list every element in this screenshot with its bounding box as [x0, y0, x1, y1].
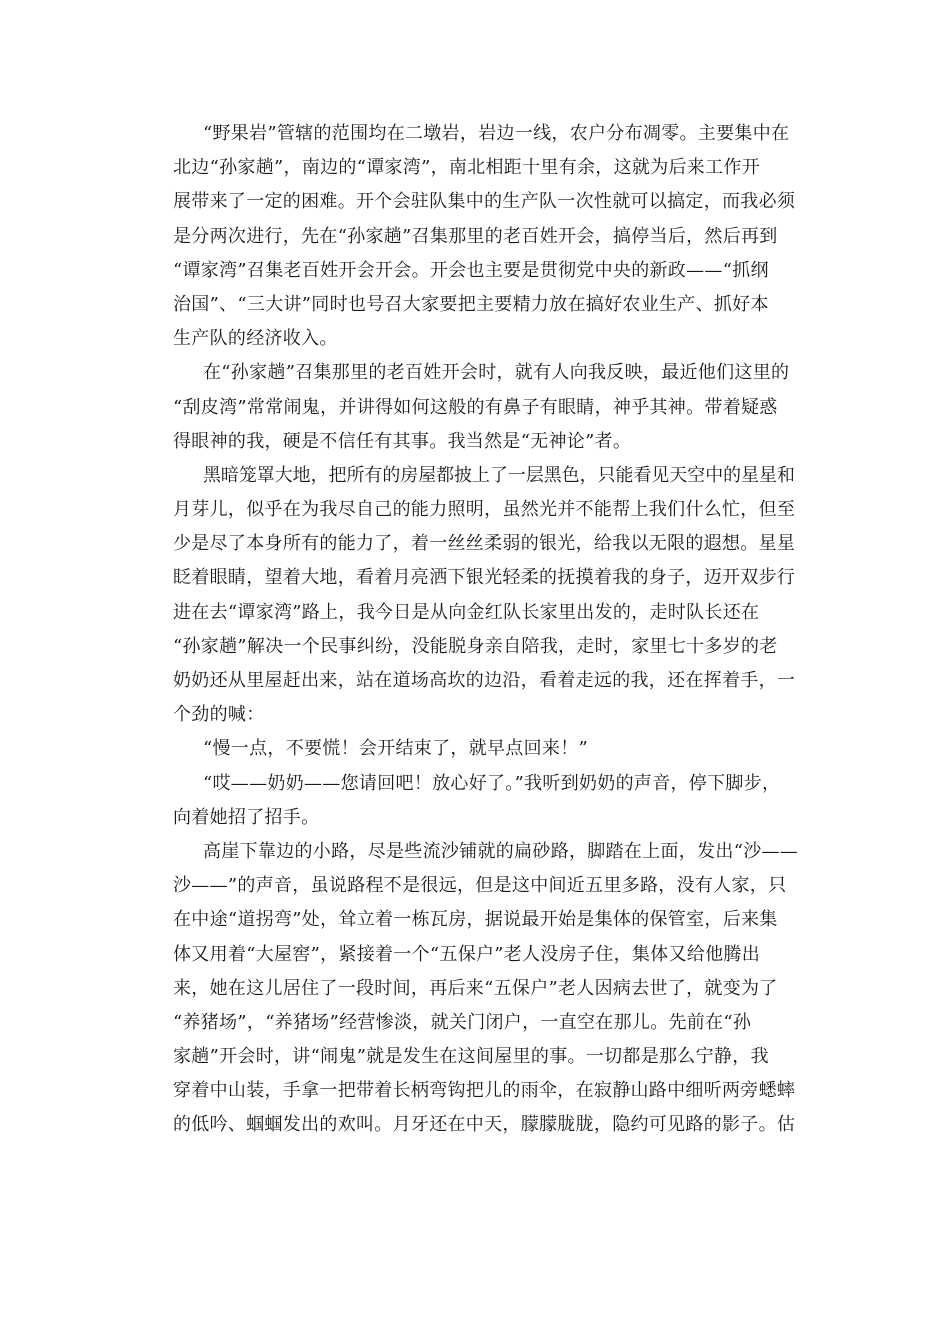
text-line: 家趟”开会时，讲“闹鬼”就是发生在这间屋里的事。一切都是那么宁静，我 [173, 1046, 769, 1068]
text-line: 沙——”的声音，虽说路程不是很远，但是这中间近五里多路，没有人家，只 [173, 875, 787, 897]
text-line: “哎——奶奶——您请回吧！放心好了。”我听到奶奶的声音，停下脚步， [203, 772, 781, 794]
text-line: “野果岩”管辖的范围均在二墩岩，岩边一线，农户分布凋零。主要集中在 [203, 123, 790, 144]
text-line: “谭家湾”召集老百姓开会开会。开会也主要是贯彻党中央的新政——“抓纲 [173, 259, 769, 281]
text-line: “孙家趟”解决一个民事纠纷，没能脱身亲自陪我，走时，家里七十多岁的老 [173, 635, 778, 657]
text-line: 高崖下靠边的小路，尽是些流沙铺就的扁砂路，脚踏在上面，发出“沙—— [203, 840, 799, 862]
text-line: 是分两次进行，先在“孙家趟”召集那里的老百姓开会，搞停当后，然后再到 [173, 225, 778, 247]
paragraph-2 [143, 356, 805, 459]
text-line: “慢一点，不要慌！会开结束了，就早点回来！” [203, 738, 589, 760]
text-line: 穿着中山装，手拿一把带着长柄弯钩把儿的雨伞，在寂静山路中细听两旁蟋蟀 [173, 1080, 796, 1102]
text-line: 在中途“道拐弯”处，耸立着一栋瓦房，据说最开始是集体的保管室，后来集 [173, 909, 778, 931]
text-line: 眨着眼睛，望着大地，看着月亮洒下银光轻柔的抚摸着我的身子，迈开双步行 [173, 567, 796, 589]
text-line: 向着她招了招手。 [173, 806, 320, 828]
text-line: 体又用着“大屋窖”，紧接着一个“五保户”老人没房子住，集体又给他腾出 [173, 943, 761, 965]
paragraph-1 [143, 117, 805, 356]
document-body [143, 117, 805, 1143]
paragraph-6 [143, 835, 805, 1143]
text-line: 北边“孙家趟”，南边的“谭家湾”，南北相距十里有余，这就为后来工作开 [173, 157, 761, 179]
paragraph-4 [143, 732, 805, 766]
text-line: 进在去“谭家湾”路上，我今日是从向金红队长家里出发的，走时队长还在 [173, 601, 760, 623]
text-line: 奶奶还从里屋赶出来，站在道场高坎的边沿，看着走远的我，还在挥着手，一 [173, 670, 796, 691]
text-line: 在“孙家趟”召集那里的老百姓开会时，就有人向我反映，最近他们这里的 [203, 362, 790, 384]
text-line: 黑暗笼罩大地，把所有的房屋都披上了一层黑色，只能看见天空中的星星和 [203, 464, 795, 486]
paragraph-5 [143, 767, 805, 835]
text-line: 生产队的经济收入。 [173, 328, 338, 350]
text-line: 展带来了一定的困难。开个会驻队集中的生产队一次性就可以搞定，而我必须 [173, 191, 796, 213]
text-line: 来，她在这儿居住了一段时间，再后来“五保户”老人因病去世了，就变为了 [173, 977, 778, 999]
text-line: 的低吟、蝈蝈发出的欢叫。月牙还在中天，朦朦胧胧，隐约可见路的影子。估 [173, 1114, 796, 1136]
paragraph-3 [143, 459, 805, 733]
text-line: “养猪场”，“养猪场”经营惨淡，就关门闭户，一直空在那儿。先前在“孙 [173, 1011, 752, 1033]
text-line: “刮皮湾”常常闹鬼，并讲得如何这般的有鼻子有眼睛，神乎其神。带着疑惑 [173, 396, 778, 418]
text-line: 得眼神的我，硬是不信任有其事。我当然是“无神论”者。 [173, 430, 632, 452]
text-line: 治国”、“三大讲”同时也号召大家要把主要精力放在搞好农业生产、抓好本 [173, 293, 769, 315]
text-line: 月芽儿，似乎在为我尽自己的能力照明，虽然光并不能帮上我们什么忙，但至 [173, 499, 796, 521]
text-line: 少是尽了本身所有的能力了，着一丝丝柔弱的银光，给我以无限的遐想。星星 [173, 533, 796, 555]
text-line: 个劲的喊： [173, 704, 265, 726]
